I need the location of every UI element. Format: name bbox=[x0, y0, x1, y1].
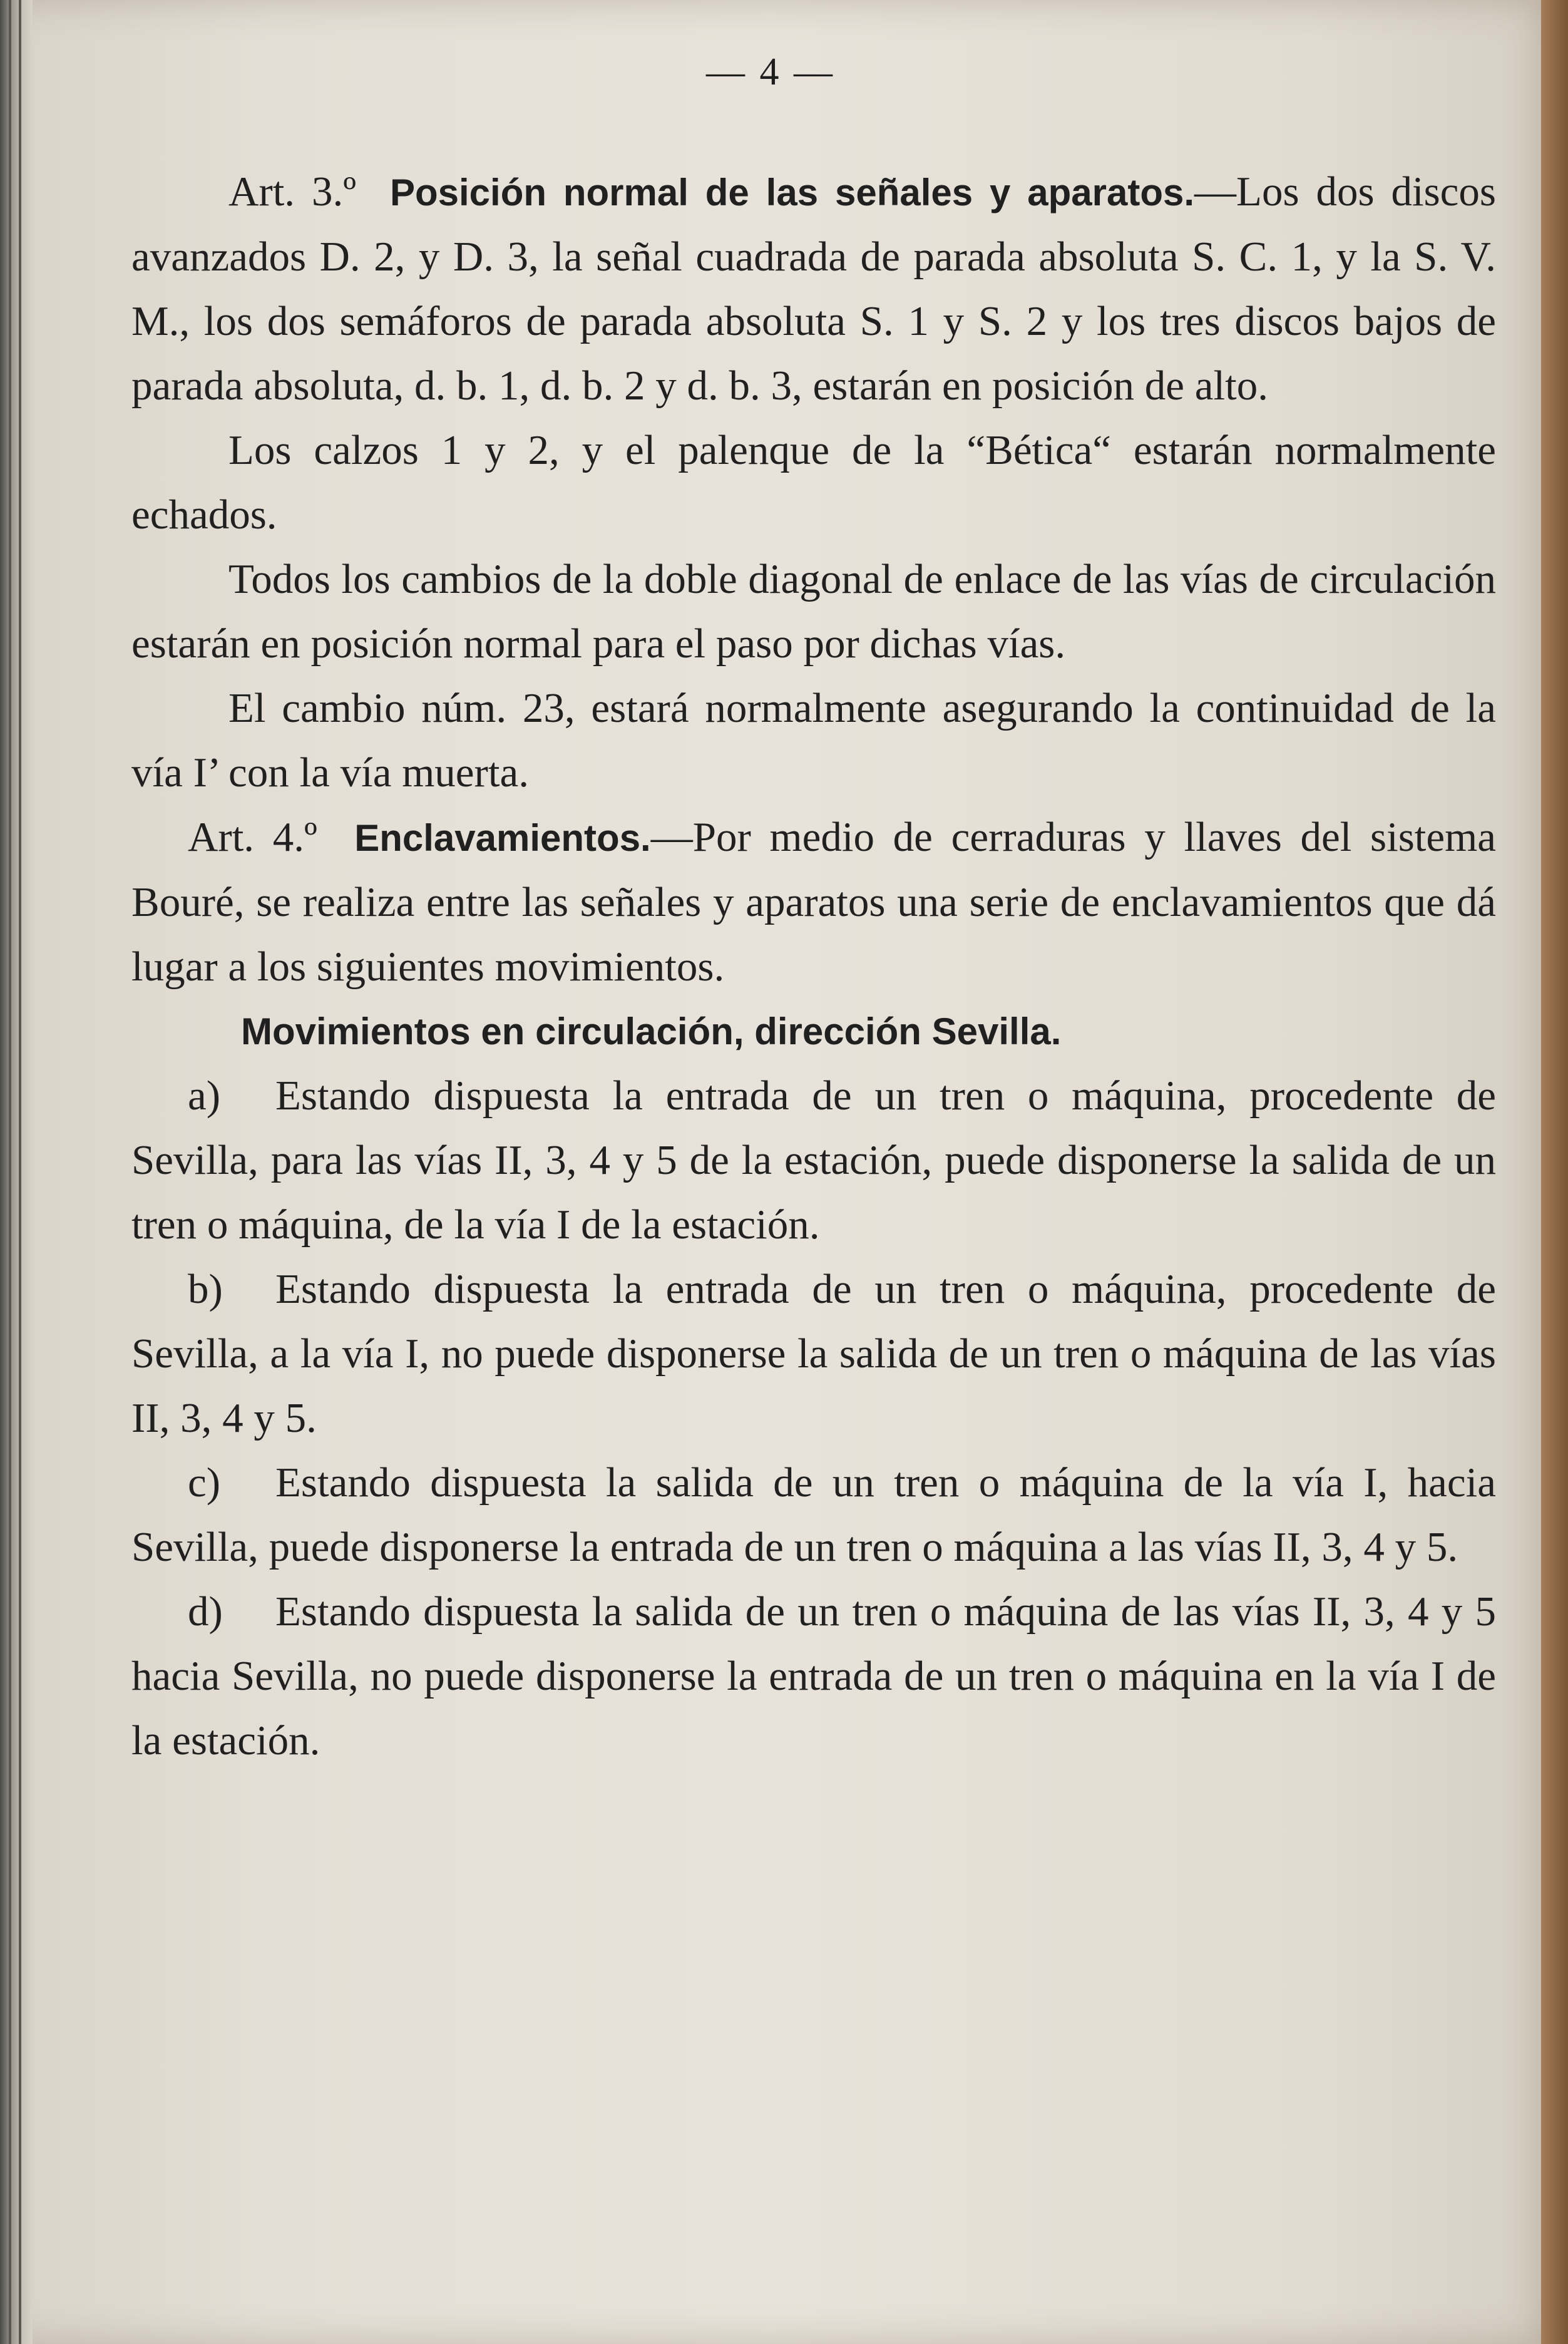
art3-label: Art. 3.º bbox=[228, 168, 357, 215]
art3-cambio-23-paragraph: El cambio núm. 23, estará normalmente asegurando la continuidad de la vía I’ con la vía muerta. bbox=[131, 685, 1496, 796]
section-heading: Movimientos en circulación, dirección Sevilla. bbox=[241, 1010, 1062, 1052]
item-mark: c) bbox=[188, 1459, 221, 1506]
list-item bbox=[131, 1451, 1496, 1580]
art4-paragraph bbox=[131, 805, 1496, 999]
item-mark: b) bbox=[188, 1266, 223, 1312]
art4-heading: Enclavamientos. bbox=[354, 817, 651, 859]
page-number: — 4 — bbox=[706, 51, 835, 93]
art3-text: —Los dos discos avanzados D. 2, y D. 3, la señal cuadrada de parada absoluta S. C. 1, y la S. V. M., los dos semáforos de parada absoluta S. 1 y S. 2 y los tres discos bajos de parada absoluta, d. b. 1, d. b. 2 y d. b. 3, estarán en posición de alto. bbox=[131, 168, 1496, 409]
item-mark: a) bbox=[188, 1072, 221, 1119]
page-body bbox=[131, 160, 1496, 1773]
art3-paragraph bbox=[131, 160, 1496, 418]
art4-text: —Por medio de cerraduras y llaves del sistema Bouré, se realiza entre las señales y aparatos una serie de enclavamientos que dá lugar a los siguientes movimientos. bbox=[131, 814, 1496, 990]
art3-calzos-paragraph: Los calzos 1 y 2, y el palenque de la “Bética“ estarán normalmente echados. bbox=[131, 427, 1496, 538]
binding-line bbox=[9, 0, 11, 2344]
item-mark: d) bbox=[188, 1588, 223, 1635]
art3-heading: Posición normal de las señales y aparatos. bbox=[389, 172, 1195, 213]
page-binding bbox=[0, 0, 33, 2344]
list-item bbox=[131, 1580, 1496, 1773]
item-text: Estando dispuesta la salida de un tren o máquina de las vías II, 3, 4 y 5 hacia Sevilla, no puede disponerse la entrada de un tren o máquina en la vía I de la estación. bbox=[131, 1588, 1496, 1764]
item-text: Estando dispuesta la entrada de un tren o máquina, procedente de Sevilla, para las vías II, 3, 4 y 5 de la estación, puede disponerse la salida de un tren o máquina, de la vía I de la estación. bbox=[131, 1072, 1496, 1248]
list-item bbox=[131, 1064, 1496, 1257]
list-item bbox=[131, 1257, 1496, 1451]
art3-cambios-paragraph: Todos los cambios de la doble diagonal de enlace de las vías de circulación estarán en posición normal para el paso por dichas vías. bbox=[131, 556, 1496, 667]
background-edge bbox=[1541, 0, 1568, 2344]
binding-line bbox=[19, 0, 21, 2344]
item-text: Estando dispuesta la entrada de un tren o máquina, procedente de Sevilla, a la vía I, no puede disponerse la salida de un tren o máquina de las vías II, 3, 4 y 5. bbox=[131, 1266, 1496, 1441]
art4-label: Art. 4.º bbox=[188, 814, 317, 860]
item-text: Estando dispuesta la salida de un tren o máquina de la vía I, hacia Sevilla, puede disponerse la entrada de un tren o máquina a las vías II, 3, 4 y 5. bbox=[131, 1459, 1496, 1570]
